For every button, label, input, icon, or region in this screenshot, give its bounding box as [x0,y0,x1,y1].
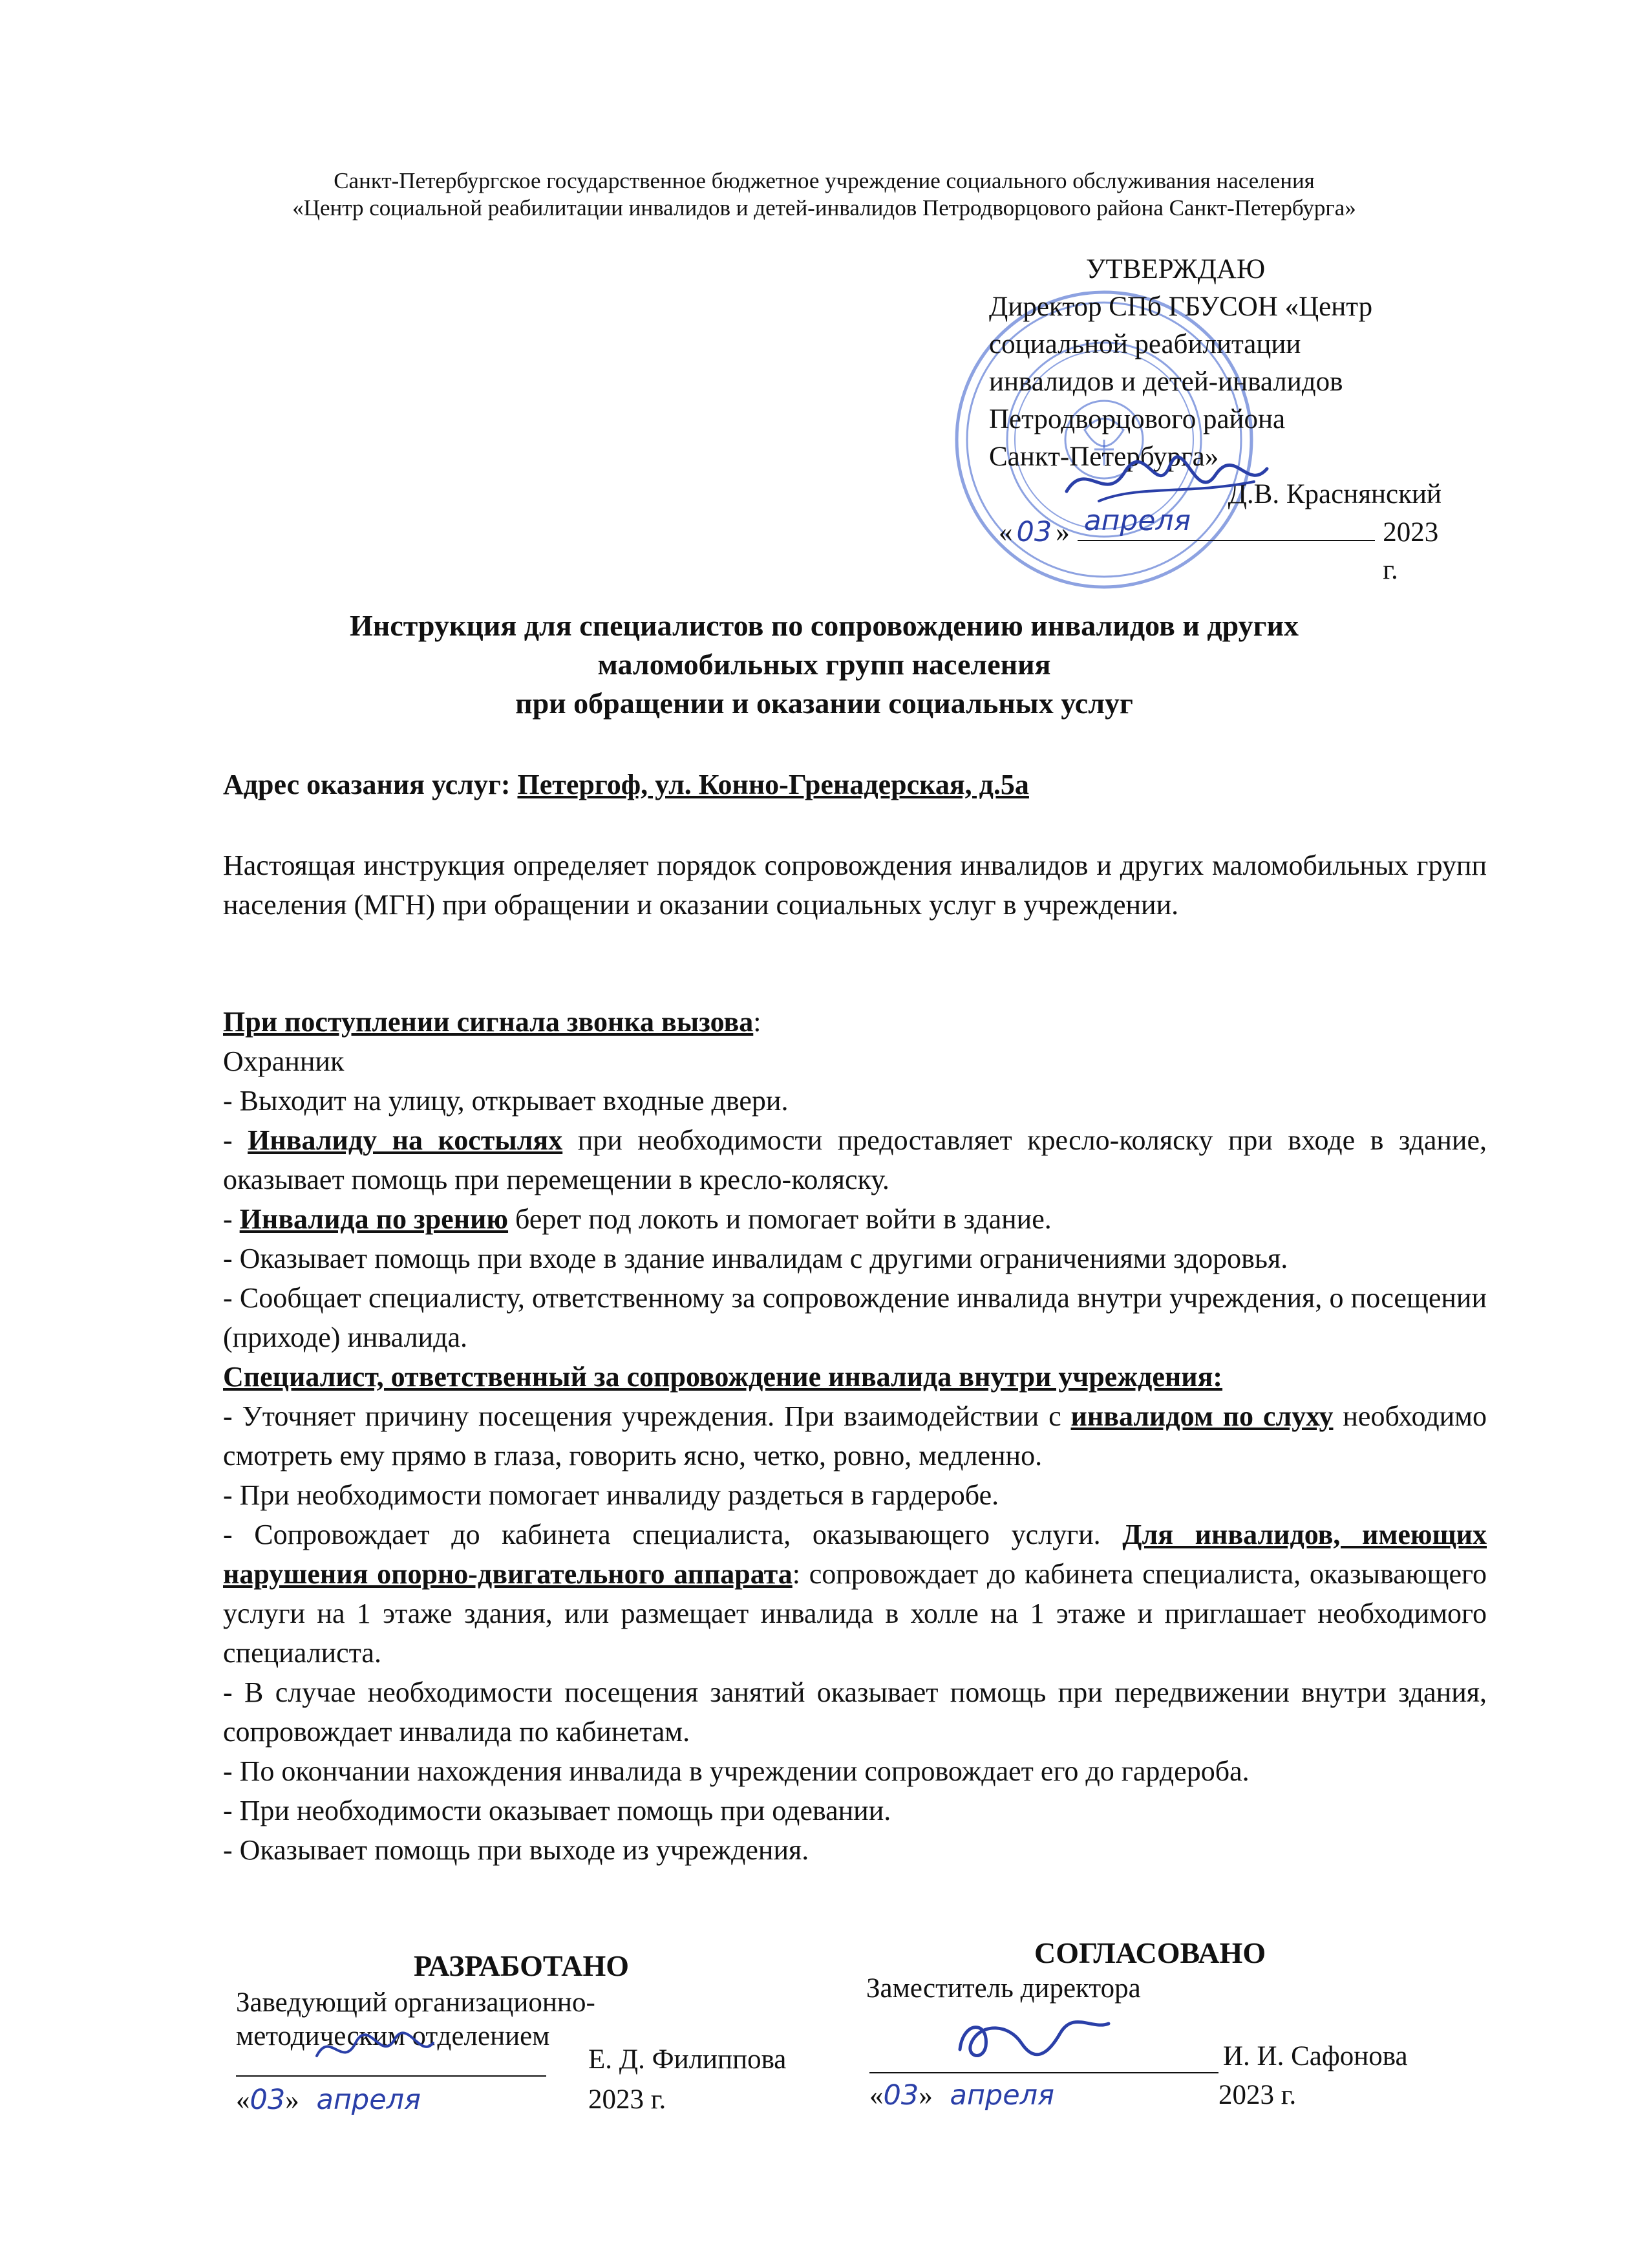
guard-item-bold: Инвалида по зрению [239,1203,509,1235]
developed-title: РАЗРАБОТАНО [414,1949,630,1982]
approval-signatory: Д.В. Краснянский [1228,479,1442,509]
developed-date-close: » [285,2085,299,2115]
specialist-item-text: необходимо смотреть ему прямо в глаза, говорить ясно, четко, ровно, медленно. [223,1400,1487,1471]
specialist-heading: Специалист, ответственный за сопровождение инвалида внутри учреждения: [223,1361,1223,1393]
address-label: Адрес оказания услуг: [223,769,518,800]
guard-item-bold: Инвалиду на костылях [248,1124,563,1156]
org-name-line1: Санкт-Петербургское государственное бюджетное учреждение социального обслуживания населения [334,168,1315,193]
approval-date-year: 2023 г. [1383,517,1439,585]
intro-paragraph: Настоящая инструкция определяет порядок сопровождения инвалидов и других маломобильных групп населения (МГН) при обращении и оказании социальных услуг в учреждении. [223,850,1487,921]
approval-date-month: апреля [1083,504,1191,537]
guard-item-text: берет под локоть и помогает войти в здание. [508,1203,1052,1235]
director-signature [1060,446,1273,517]
specialist-item: - Оказывает помощь при выходе из учреждения. [223,1834,809,1866]
specialist-item: - При необходимости помогает инвалиду раздеться в гардеробе. [223,1479,999,1511]
developed-date-day: 03 [250,2084,286,2116]
developed-date [236,2083,421,2117]
specialist-item: - При необходимости оказывает помощь при одевании. [223,1795,891,1826]
approval-date-line [1078,504,1375,541]
on-call-heading-row [223,1002,1487,1042]
agreed-name: И. И. Сафонова [1223,2041,1408,2071]
approval-line: Директор СПб ГБУСОН «Центр [989,292,1373,322]
approval-line: Петродворцового района [989,404,1286,434]
guard-item: - Оказывает помощь при входе в здание инвалидам с другими ограничениями здоровья. [223,1243,1288,1274]
agreed-date-close: » [919,2081,933,2111]
agreed-title: СОГЛАСОВАНО [1034,1936,1266,1969]
specialist-item: - По окончании нахождения инвалида в учреждении сопровождает его до гардероба. [223,1755,1250,1787]
approval-line: Санкт-Петербурга» [989,442,1219,472]
approval-date-close: » [1056,517,1070,548]
developed-date-month: апреля [316,2084,421,2116]
document-title-line2: маломобильных групп населения [597,648,1051,681]
agreed-date-day: 03 [883,2079,919,2112]
guard-item-prefix: - [223,1124,248,1156]
developed-date-open: « [236,2085,250,2115]
approval-date-row [989,504,1454,589]
specialist-item [223,1396,1487,1475]
approval-block [989,251,1454,589]
agreed-year: 2023 г. [1218,2080,1297,2110]
specialist-item: - В случае необходимости посещения занятий оказывает помощь при передвижении внутри здания, сопровождает инвалида по кабинетам. [223,1676,1487,1748]
specialist-item-text: - Сопровождает до кабинета специалиста, оказывающего услуги. [223,1519,1123,1550]
developer-signature [310,2024,440,2075]
developed-position-line2: методическим отделением [236,2021,550,2051]
agreed-date-month: апреля [950,2079,1055,2112]
guard-item [223,1199,1487,1239]
developed-year: 2023 г. [588,2084,666,2115]
guard-role: Охранник [223,1045,345,1077]
guard-item-text: при необходимости предоставляет кресло-коляску при входе в здание, оказывает помощь при перемещении в кресло-коляску. [223,1124,1487,1195]
guard-item-prefix: - [223,1203,240,1235]
document-title-line1: Инструкция для специалистов по сопровождению инвалидов и других [350,609,1299,642]
address-value: Петергоф, ул. Конно-Гренадерская, д.5а [517,769,1029,800]
specialist-item-text: - Уточняет причину посещения учреждения. При взаимодействии с [223,1400,1071,1432]
on-call-heading-colon: : [753,1006,761,1038]
agreed-signature-line [869,2072,1218,2073]
agreed-position: Заместитель директора [866,1973,1141,2004]
guard-item: - Выходит на улицу, открывает входные двери. [223,1085,789,1117]
approval-date-day: 03 [1016,516,1052,548]
on-call-heading: При поступлении сигнала звонка вызова [223,1006,754,1038]
agreed-date [869,2079,1054,2113]
approval-date-open: « [999,517,1013,548]
specialist-item [223,1515,1487,1673]
developed-position-line1: Заведующий организационно- [236,1987,595,2018]
guard-item [223,1120,1487,1199]
developed-signature-line [236,2075,546,2077]
agreed-date-open: « [869,2081,884,2111]
specialist-item-bold: Для инвалидов, имеющих нарушения опорно-двигательного аппарата [223,1519,1487,1590]
specialist-item-bold: инвалидом по слуху [1070,1400,1334,1432]
procedure-section [223,1002,1487,1870]
specialist-item-text: : сопровождает до кабинета специалиста, оказывающего услуги на 1 этаже здания, или размещает инвалида в холле на 1 этаже и приглашает необходимого специалиста. [223,1558,1487,1669]
approval-title: УТВЕРЖДАЮ [1086,254,1266,284]
deputy-signature [950,2011,1118,2072]
developed-name: Е. Д. Филиппова [588,2044,787,2075]
org-name-line2: «Центр социальной реабилитации инвалидов и детей-инвалидов Петродворцового района Санкт-Петербурга» [292,195,1356,220]
guard-item: - Сообщает специалисту, ответственному за сопровождение инвалида внутри учреждения, о посещении (приходе) инвалида. [223,1282,1487,1353]
document-title-line3: при обращении и оказании социальных услуг [515,687,1133,720]
approval-line: инвалидов и детей-инвалидов [989,367,1343,397]
approval-line: социальной реабилитации [989,329,1301,359]
service-address [223,765,1487,804]
